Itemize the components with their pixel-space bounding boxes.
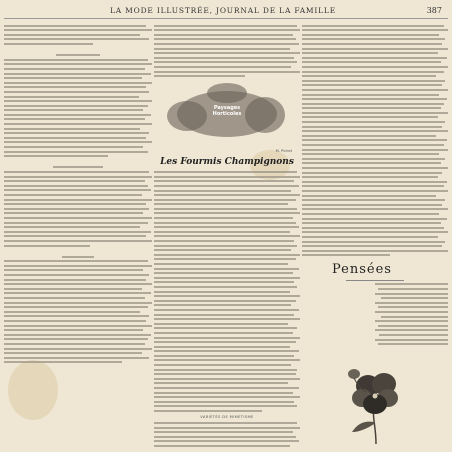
text-line [4,334,151,336]
text-line [4,77,142,79]
header-rule [4,18,448,19]
paper-stain [8,360,58,420]
text-line [4,226,140,228]
text-line [4,91,149,93]
text-line [154,346,290,348]
text-line [302,116,438,118]
section-title-pensees: Pensées [332,262,392,278]
text-line [4,123,152,125]
text-line [4,114,151,116]
text-line [4,348,152,350]
text-line [154,235,300,237]
text-line [375,311,448,313]
text-line [4,320,146,322]
text-line [4,306,148,308]
text-line [302,75,436,77]
text-line [379,334,448,336]
text-line [4,100,152,102]
text-line [154,66,291,68]
text-line [302,135,436,137]
text-line [302,71,444,73]
text-line [302,130,448,132]
page-number: 387 [426,6,442,15]
text-line [154,272,293,274]
text-line [154,405,297,407]
text-line [4,288,142,290]
text-line [154,75,245,77]
text-line [154,61,297,63]
text-line [4,265,152,267]
text-line [302,139,447,141]
text-line [4,292,151,294]
text-line [302,153,439,155]
text-line [375,293,448,295]
text-line [154,410,262,412]
text-line [154,364,291,366]
text-line [4,315,149,317]
text-line [302,204,442,206]
text-line [302,199,445,201]
journal-title: LA MODE ILLUSTRÉE, JOURNAL DE LA FAMILLE [110,6,336,15]
text-line [302,172,442,174]
text-line [4,212,143,214]
text-line [302,254,390,256]
text-line [302,66,448,68]
text-line [4,151,148,153]
vignette-caption: Paysages Horticoles [212,105,242,118]
text-line [4,38,149,40]
text-line [4,311,140,313]
text-line [4,329,143,331]
text-line [154,440,299,442]
text-line [154,222,296,224]
text-line [154,29,300,31]
text-line [302,29,448,31]
text-line [154,194,300,196]
text-line [302,89,448,91]
text-line [4,146,143,148]
text-line [302,227,444,229]
text-line [4,59,148,61]
text-line [346,280,404,281]
text-line [4,361,122,363]
text-line [302,236,438,238]
text-line [378,325,448,327]
pansy-flower-illustration [342,366,412,446]
text-line [154,318,300,320]
text-line [4,155,108,157]
text-line [154,350,299,352]
text-line [375,302,448,304]
text-line [4,171,149,173]
text-line [302,167,448,169]
text-line [4,96,139,98]
text-line [154,34,293,36]
text-line [4,325,152,327]
text-line [154,245,297,247]
text-column-1 [4,22,152,366]
text-line [4,283,152,285]
text-line [302,57,447,59]
text-line [154,309,299,311]
text-line [378,288,448,290]
text-line [4,217,152,219]
text-line [4,128,140,130]
text-line [62,256,95,258]
text-column-2 [154,22,300,450]
text-line [4,260,148,262]
text-line [302,158,445,160]
text-line [154,71,300,73]
text-line [154,401,294,403]
text-line [154,327,297,329]
text-line [154,422,297,424]
text-line [4,203,146,205]
text-line [378,343,448,345]
text-line [302,185,444,187]
text-line [154,38,296,40]
text-line [4,199,152,201]
text-line [375,283,448,285]
text-line [302,190,448,192]
text-line [154,268,299,270]
text-line [302,38,445,40]
text-line [4,208,149,210]
text-line [4,141,152,143]
text-line [56,54,100,56]
text-line [154,392,293,394]
text-line [4,63,152,65]
text-line [302,181,447,183]
text-line [4,302,152,304]
text-line [302,112,448,114]
text-line [302,250,448,252]
text-line [302,208,448,210]
text-line [302,61,441,63]
text-line [154,277,300,279]
text-line [154,300,296,302]
text-line [4,231,151,233]
text-line [302,94,439,96]
text-line [154,240,294,242]
text-line [302,103,444,105]
text-line [302,80,445,82]
text-line [154,57,294,59]
text-line [154,355,294,357]
text-line [378,306,448,308]
text-line [154,431,293,433]
text-line [302,98,447,100]
text-line [154,203,288,205]
text-line [302,213,439,215]
text-line [4,180,145,182]
text-line [154,249,291,251]
text-line [4,343,145,345]
text-line [302,222,441,224]
text-line [154,212,300,214]
text-line [302,149,448,151]
text-line [302,48,448,50]
text-line [154,208,297,210]
text-line [154,180,294,182]
text-line [302,52,438,54]
text-line [4,222,148,224]
text-line [154,396,300,398]
text-line [154,258,296,260]
text-line [4,352,142,354]
text-line [302,34,439,36]
text-line [375,320,448,322]
text-line [4,82,152,84]
text-line [302,195,436,197]
text-line [154,25,297,27]
text-line [4,137,146,139]
text-line [154,436,296,438]
text-line [154,373,296,375]
text-line [154,291,290,293]
text-line [4,25,146,27]
text-line [154,185,299,187]
text-line [4,34,140,36]
text-line [4,109,143,111]
text-line [302,162,441,164]
text-line [154,369,297,371]
text-line [4,274,149,276]
text-line [154,337,300,339]
text-line [154,382,288,384]
text-line [4,357,149,359]
text-line [154,226,299,228]
text-line [4,297,145,299]
article-title: Les Fourmis Champignons [160,157,294,168]
text-line [154,254,300,256]
text-line [4,132,149,134]
text-line [4,269,143,271]
text-line [4,189,151,191]
text-line [302,231,448,233]
illustration-credit: M. Pichet [275,149,292,154]
text-line [154,387,299,389]
text-line [154,332,293,334]
text-line [4,29,152,31]
text-line [53,166,103,168]
text-line [302,241,445,243]
text-line [154,427,300,429]
text-line [375,339,448,341]
text-line [302,107,441,109]
text-line [381,316,448,318]
text-line [4,43,93,45]
text-line [4,240,152,242]
section-subheading: VARIÉTÉS DE MIMETISME [200,415,254,419]
text-line [302,144,444,146]
text-line [4,73,151,75]
text-line [302,126,442,128]
text-line [4,118,145,120]
text-line [154,176,300,178]
text-line [302,176,438,178]
text-line [154,323,288,325]
text-line [154,199,296,201]
text-line [4,185,148,187]
text-line [302,25,444,27]
text-line [154,52,300,54]
text-line [154,341,296,343]
text-line [302,218,447,220]
text-line [154,295,300,297]
text-line [4,105,148,107]
text-line [154,314,294,316]
text-line [4,338,148,340]
text-line [154,359,300,361]
text-line [4,235,146,237]
text-line [154,281,294,283]
text-line [154,43,299,45]
text-line [154,286,297,288]
text-line [302,121,445,123]
text-line [154,445,290,447]
text-line [4,194,142,196]
text-line [302,84,442,86]
text-line [381,297,448,299]
decorative-vignette [167,83,287,145]
text-line [154,263,288,265]
text-line [154,231,290,233]
text-line [154,378,300,380]
text-line [154,48,290,50]
text-line [4,279,146,281]
text-column-3 [302,22,448,348]
text-line [4,176,152,178]
text-line [302,245,442,247]
text-line [4,68,145,70]
text-line [4,245,90,247]
text-line [154,304,291,306]
text-line [375,329,448,331]
text-line [302,43,442,45]
text-line [4,86,146,88]
text-line [154,171,297,173]
text-line [154,190,291,192]
text-line [154,217,293,219]
